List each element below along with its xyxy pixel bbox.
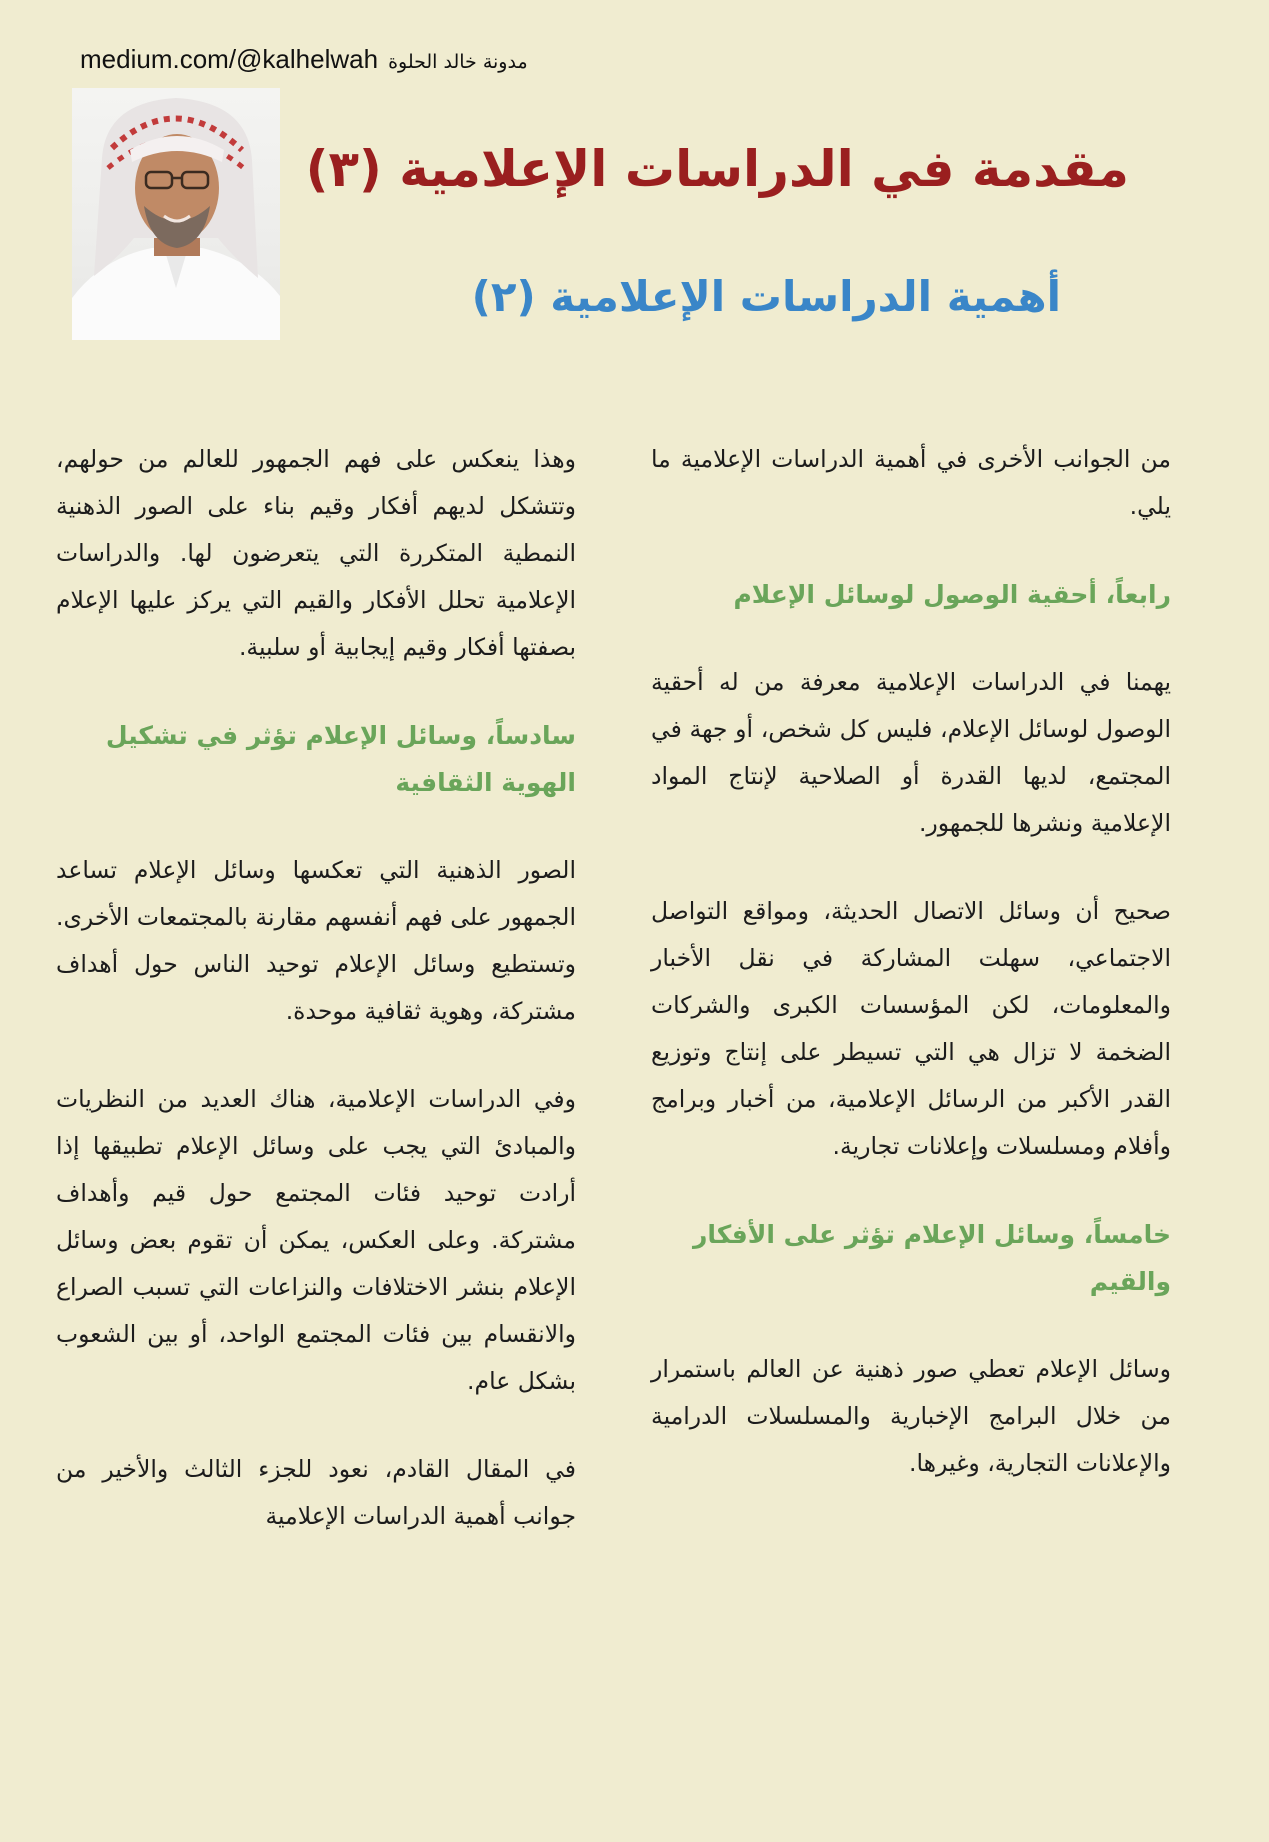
paragraph: الصور الذهنية التي تعكسها وسائل الإعلام تساعد الجمهور على فهم أنفسهم مقارنة بالمجتمعات الأخرى. وتستطيع وسائل الإعلام توحيد الناس حول أهداف مشتركة، وهوية ثقافية موحدة. <box>56 856 576 1025</box>
paragraph: وفي الدراسات الإعلامية، هناك العديد من النظريات والمبادئ التي يجب على وسائل الإعلام تطبيقها إذا أرادت توحيد فئات المجتمع حول قيم وأهداف مشتركة. وعلى العكس، يمكن أن تقوم بعض وسائل الإعلام بنشر الاختلافات والنزاعات التي تسبب الصراع والانقسام بين فئات المجتمع الواحد، أو بين الشعوب بشكل عام. <box>56 1085 576 1395</box>
article-subtitle: أهمية الدراسات الإعلامية (٢) <box>471 272 1061 321</box>
section-heading-sixth: سادساً، وسائل الإعلام تؤثر في تشكيل الهوية الثقافية <box>105 721 576 797</box>
left-column <box>56 436 576 1581</box>
paragraph: من الجوانب الأخرى في أهمية الدراسات الإعلامية ما يلي. <box>651 445 1171 520</box>
paragraph: صحيح أن وسائل الاتصال الحديثة، ومواقع التواصل الاجتماعي، سهلت المشاركة في نقل الأخبار والمعلومات، لكن المؤسسات الكبرى والشركات الضخمة لا تزال هي التي تسيطر على إنتاج وتوزيع القدر الأكبر من الرسائل الإعلامية، من أخبار وبرامج وأفلام ومسلسلات وإعلانات تجارية. <box>651 897 1171 1160</box>
right-column <box>651 436 1171 1528</box>
section-heading-fourth: رابعاً، أحقية الوصول لوسائل الإعلام <box>733 580 1171 609</box>
paragraph: وهذا ينعكس على فهم الجمهور للعالم من حولهم، وتتشكل لديهم أفكار وقيم بناء على الصور الذهنية النمطية المتكررة التي يتعرضون لها. والدراسات الإعلامية تحلل الأفكار والقيم التي يركز عليها الإعلام بصفتها أفكار وقيم إيجابية أو سلبية. <box>56 445 576 661</box>
blog-name: مدونة خالد الحلوة <box>388 51 528 73</box>
section-heading-fifth: خامساً، وسائل الإعلام تؤثر على الأفكار والقيم <box>693 1220 1171 1296</box>
author-portrait-image <box>72 88 280 340</box>
paragraph: يهمنا في الدراسات الإعلامية معرفة من له أحقية الوصول لوسائل الإعلام، فليس كل شخص، أو جهة في المجتمع، لديها القدرة أو الصلاحية لإنتاج المواد الإعلامية ونشرها للجمهور. <box>651 668 1171 837</box>
author-photo <box>72 88 280 340</box>
article-title: مقدمة في الدراسات الإعلامية (٣) <box>305 140 1129 198</box>
paragraph: وسائل الإعلام تعطي صور ذهنية عن العالم باستمرار من خلال البرامج الإخبارية والمسلسلات الدرامية والإعلانات التجارية، وغيرها. <box>651 1355 1171 1477</box>
blog-url[interactable]: medium.com/@kalhelwah <box>80 44 379 74</box>
paragraph: في المقال القادم، نعود للجزء الثالث والأخير من جوانب أهمية الدراسات الإعلامية <box>56 1455 576 1530</box>
blog-header <box>80 44 620 75</box>
